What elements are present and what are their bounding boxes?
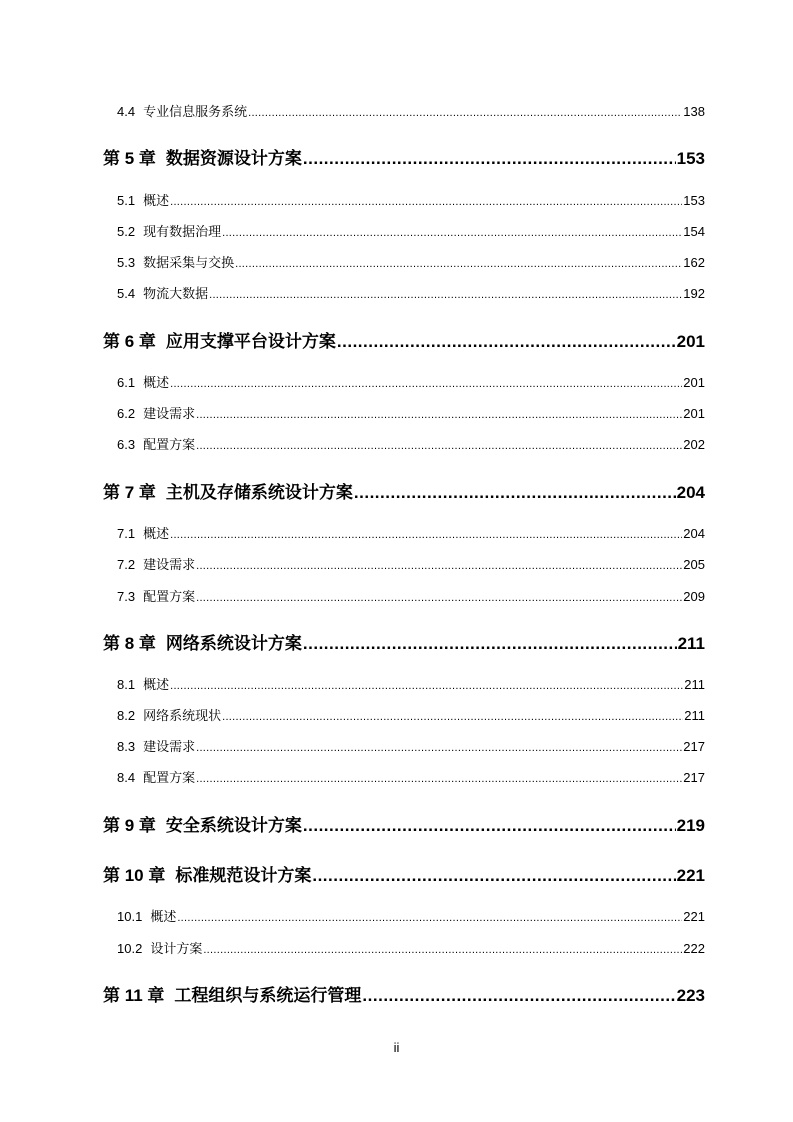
toc-section-4-4[interactable] — [0, 101, 793, 121]
toc-section-5-4[interactable] — [0, 283, 793, 303]
chapter-page-number: 153 — [676, 149, 705, 168]
entry-page-number: 211 — [684, 677, 705, 692]
chapter-title: 数据资源设计方案 — [165, 149, 302, 168]
entry-title: 配置方案 — [143, 770, 196, 785]
dot-leader — [303, 816, 676, 836]
toc-section-7-1[interactable] — [0, 523, 793, 543]
chapter-page-number: 221 — [676, 866, 705, 885]
dot-leader — [177, 912, 682, 924]
toc-section-6-3[interactable] — [0, 434, 793, 454]
entry-number: 8.4 — [117, 770, 136, 785]
dot-leader — [337, 332, 676, 352]
chapter-title: 标准规范设计方案 — [175, 866, 312, 885]
dot-leader — [222, 227, 682, 239]
entry-title: 配置方案 — [143, 589, 196, 604]
entry-number: 5.3 — [117, 255, 136, 270]
entry-number: 4.4 — [117, 104, 136, 119]
dot-leader — [235, 258, 682, 270]
chapter-title: 应用支撑平台设计方案 — [165, 332, 336, 351]
chapter-page-number: 223 — [676, 986, 705, 1005]
entry-page-number: 221 — [683, 909, 705, 924]
entry-page-number: 217 — [683, 770, 705, 785]
dot-leader — [248, 107, 682, 119]
chapter-number: 第 8 章 — [103, 634, 156, 653]
toc-section-8-4[interactable] — [0, 767, 793, 787]
entry-number: 5.2 — [117, 224, 136, 239]
chapter-page-number: 204 — [676, 483, 705, 502]
chapter-number: 第 9 章 — [103, 816, 156, 835]
entry-title: 建设需求 — [143, 739, 196, 754]
toc-chapter-11[interactable] — [0, 981, 793, 1007]
entry-number: 8.1 — [117, 677, 136, 692]
dot-leader — [170, 680, 683, 692]
entry-number: 7.1 — [117, 526, 136, 541]
toc-section-10-2[interactable] — [0, 938, 793, 958]
dot-leader — [196, 409, 682, 421]
chapter-page-number: 219 — [676, 816, 705, 835]
dot-leader — [203, 944, 682, 956]
dot-leader — [303, 634, 677, 654]
entry-page-number: 162 — [683, 255, 705, 270]
entry-title: 配置方案 — [143, 437, 196, 452]
dot-leader — [170, 529, 682, 541]
entry-page-number: 202 — [683, 437, 705, 452]
entry-title: 概述 — [143, 375, 170, 390]
entry-title: 建设需求 — [143, 406, 196, 421]
toc-chapter-7[interactable] — [0, 478, 793, 504]
entry-title: 建设需求 — [143, 557, 196, 572]
toc-section-6-1[interactable] — [0, 372, 793, 392]
entry-page-number: 211 — [684, 708, 705, 723]
entry-number: 8.3 — [117, 739, 136, 754]
dot-leader — [170, 378, 682, 390]
toc-chapter-5[interactable] — [0, 144, 793, 170]
dot-leader — [222, 711, 683, 723]
entry-page-number: 209 — [683, 589, 705, 604]
toc-section-8-2[interactable] — [0, 705, 793, 725]
toc-section-7-2[interactable] — [0, 554, 793, 574]
dot-leader — [362, 986, 675, 1006]
dot-leader — [196, 560, 682, 572]
toc-section-10-1[interactable] — [0, 906, 793, 926]
chapter-number: 第 10 章 — [103, 866, 166, 885]
toc-chapter-6[interactable] — [0, 327, 793, 353]
entry-number: 6.3 — [117, 437, 136, 452]
chapter-page-number: 201 — [676, 332, 705, 351]
chapter-title: 主机及存储系统设计方案 — [165, 483, 353, 502]
entry-number: 10.2 — [117, 941, 143, 956]
entry-title: 专业信息服务系统 — [143, 104, 248, 119]
entry-page-number: 154 — [683, 224, 705, 239]
entry-page-number: 217 — [683, 739, 705, 754]
toc-chapter-9[interactable] — [0, 811, 793, 837]
entry-number: 6.1 — [117, 375, 136, 390]
entry-title: 现有数据治理 — [143, 224, 222, 239]
entry-page-number: 204 — [683, 526, 705, 541]
toc-section-5-3[interactable] — [0, 252, 793, 272]
chapter-number: 第 7 章 — [103, 483, 156, 502]
entry-title: 概述 — [143, 677, 170, 692]
toc-chapter-8[interactable] — [0, 629, 793, 655]
toc-chapter-10[interactable] — [0, 861, 793, 887]
toc-section-5-1[interactable] — [0, 190, 793, 210]
dot-leader — [170, 196, 682, 208]
entry-page-number: 205 — [683, 557, 705, 572]
chapter-number: 第 5 章 — [103, 149, 156, 168]
entry-page-number: 192 — [683, 286, 705, 301]
toc-section-8-1[interactable] — [0, 674, 793, 694]
dot-leader — [354, 483, 676, 503]
toc-section-5-2[interactable] — [0, 221, 793, 241]
toc-section-8-3[interactable] — [0, 736, 793, 756]
dot-leader — [196, 592, 682, 604]
chapter-number: 第 11 章 — [103, 986, 165, 1005]
page-footer-number: ii — [393, 1040, 400, 1055]
dot-leader — [312, 866, 675, 886]
entry-number: 10.1 — [117, 909, 143, 924]
entry-title: 物流大数据 — [143, 286, 209, 301]
dot-leader — [196, 773, 682, 785]
entry-number: 7.3 — [117, 589, 136, 604]
chapter-page-number: 211 — [677, 634, 705, 653]
entry-number: 6.2 — [117, 406, 136, 421]
chapter-title: 网络系统设计方案 — [165, 634, 302, 653]
chapter-title: 工程组织与系统运行管理 — [174, 986, 362, 1005]
entry-page-number: 222 — [683, 941, 705, 956]
entry-page-number: 153 — [683, 193, 705, 208]
toc-section-7-3[interactable] — [0, 586, 793, 606]
toc-section-6-2[interactable] — [0, 403, 793, 423]
entry-title: 概述 — [143, 193, 170, 208]
entry-title: 数据采集与交换 — [143, 255, 235, 270]
entry-page-number: 138 — [683, 104, 705, 119]
entry-page-number: 201 — [683, 375, 705, 390]
entry-number: 7.2 — [117, 557, 136, 572]
entry-title: 网络系统现状 — [143, 708, 222, 723]
dot-leader — [303, 149, 676, 169]
entry-title: 设计方案 — [150, 941, 203, 956]
entry-number: 8.2 — [117, 708, 136, 723]
entry-number: 5.1 — [117, 193, 136, 208]
dot-leader — [196, 742, 682, 754]
dot-leader — [209, 289, 682, 301]
entry-title: 概述 — [150, 909, 177, 924]
entry-title: 概述 — [143, 526, 170, 541]
dot-leader — [196, 440, 682, 452]
entry-page-number: 201 — [683, 406, 705, 421]
chapter-number: 第 6 章 — [103, 332, 156, 351]
chapter-title: 安全系统设计方案 — [165, 816, 302, 835]
entry-number: 5.4 — [117, 286, 136, 301]
